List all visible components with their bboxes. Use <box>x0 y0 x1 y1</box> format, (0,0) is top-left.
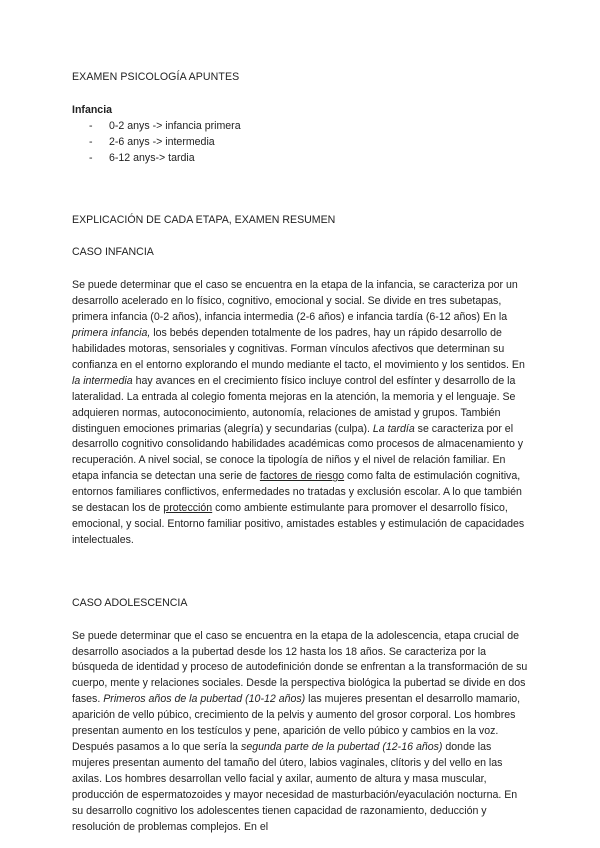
emphasis-primera-infancia: primera infancia, <box>72 327 151 340</box>
emphasis-segunda-parte: segunda parte de la pubertad (12-16 años) <box>241 741 443 753</box>
bullet-dash: - <box>89 119 93 132</box>
emphasis-la-tardia: La tardía <box>372 422 415 435</box>
list-item-text: 6-12 anys-> tardia <box>109 151 195 164</box>
text-run: como falta de estimulación cognitiva, entornos familiares conflictivos, enfermedades no tratadas y exclusión escolar. A lo que también se destacan los de <box>72 470 522 515</box>
text-run: hay avances en el crecimiento físico incluye control del esfínter y desarrollo de la lateralidad. La entrada al colegio fomenta mejoras en la atención, la memoria y el lenguaje. Se adquieren normas, autoconocimiento, autonomía, relaciones de amistad y grupos. También distinguen emociones primarias (alegría) y secundarias (culpa). <box>72 374 516 435</box>
text-run: se caracteriza por el desarrollo cognitivo consolidando habilidades académicas como procesos de almacenamiento y recuperación. A nivel social, se conoce la tipología de niños y el nivel de relación familiar. En etapa infancia se detectan una serie de <box>72 422 524 483</box>
caso-infancia-title: CASO INFANCIA <box>72 246 154 259</box>
bullet-dash: - <box>89 151 93 164</box>
caso-infancia-paragraph <box>72 278 528 548</box>
infancia-heading: Infancia <box>72 103 113 116</box>
emphasis-primeros-anos: Primeros años de la pubertad (10-12 años) <box>103 693 306 706</box>
caso-adolescencia-title: CASO ADOLESCENCIA <box>72 596 188 609</box>
text-run: Se puede determinar que el caso se encuentra en la etapa de la infancia, se caracteriza por un desarrollo acelerado en lo físico, cognitivo, emocional y social. Se divide en tres subetapas, primera infancia (0-2 años), infancia intermedia (2-6 años) e infancia tardía (6-12 años) En la <box>72 279 518 324</box>
infancia-stage-list <box>72 119 528 167</box>
list-item-text: 2-6 anys -> intermedia <box>109 135 215 148</box>
document-title: EXAMEN PSICOLOGÍA APUNTES <box>72 71 240 83</box>
text-run: los bebés dependen totalmente de los padres, hay un rápido desarrollo de habilidades motoras, sensoriales y cognitivas. Forman vínculos afectivos que determinan su confianza en el entorno explorando el mundo mediante el tacto, el movimiento y los sentidos. En <box>72 327 525 371</box>
caso-adolescencia-paragraph <box>72 629 528 836</box>
list-item <box>72 151 528 167</box>
document-page <box>72 70 528 835</box>
underline-factores-de-riesgo: factores de riesgo <box>259 470 345 483</box>
text-run: Se puede determinar que el caso se encuentra en la etapa de la adolescencia, etapa crucial de desarrollo asociados a la pubertad desde los 12 hasta los 18 años. Se caracteriza por la búsqueda de identidad y proceso de autodefinición donde se enfrentan a la transformación de su cuerpo, mente y relaciones sociales. Desde la perspectiva biológica la pubertad se divide en dos fases. <box>72 629 528 706</box>
list-item <box>72 119 528 135</box>
list-item <box>72 135 528 151</box>
text-run: las mujeres presentan el desarrollo mamario, aparición de vello púbico, crecimiento de la pelvis y aumento del grosor corporal. Los hombres presentan aumento en los testículos y pene, aparición de vello púbico y cambios en la voz. Después pasamos a lo que sería la <box>72 693 521 753</box>
emphasis-la-intermedia: la intermedia <box>72 374 133 387</box>
bullet-dash: - <box>89 135 93 148</box>
text-run: donde las mujeres presentan aumento del tamaño del útero, labios vaginales, clítoris y del vello en las axilas. Los hombres desarrollan vello facial y axilar, aumento de altura y masa muscular, producción de espermatozoides y mayor necesidad de masturbación/eyaculación nocturna. En su desarrollo cognitivo los adolescentes tienen capacidad de razonamiento, deducción y resolución de problemas complejos. En el <box>72 741 518 833</box>
text-run: como ambiente estimulante para promover el desarrollo físico, emocional, y social. Entorno familiar positivo, amistades estables y estimulación de capacidades intelectuales. <box>72 502 525 546</box>
underline-proteccion: protección <box>163 502 213 515</box>
explicacion-title: EXPLICACIÓN DE CADA ETAPA, EXAMEN RESUMEN <box>72 213 336 226</box>
list-item-text: 0-2 anys -> infancia primera <box>109 119 241 132</box>
